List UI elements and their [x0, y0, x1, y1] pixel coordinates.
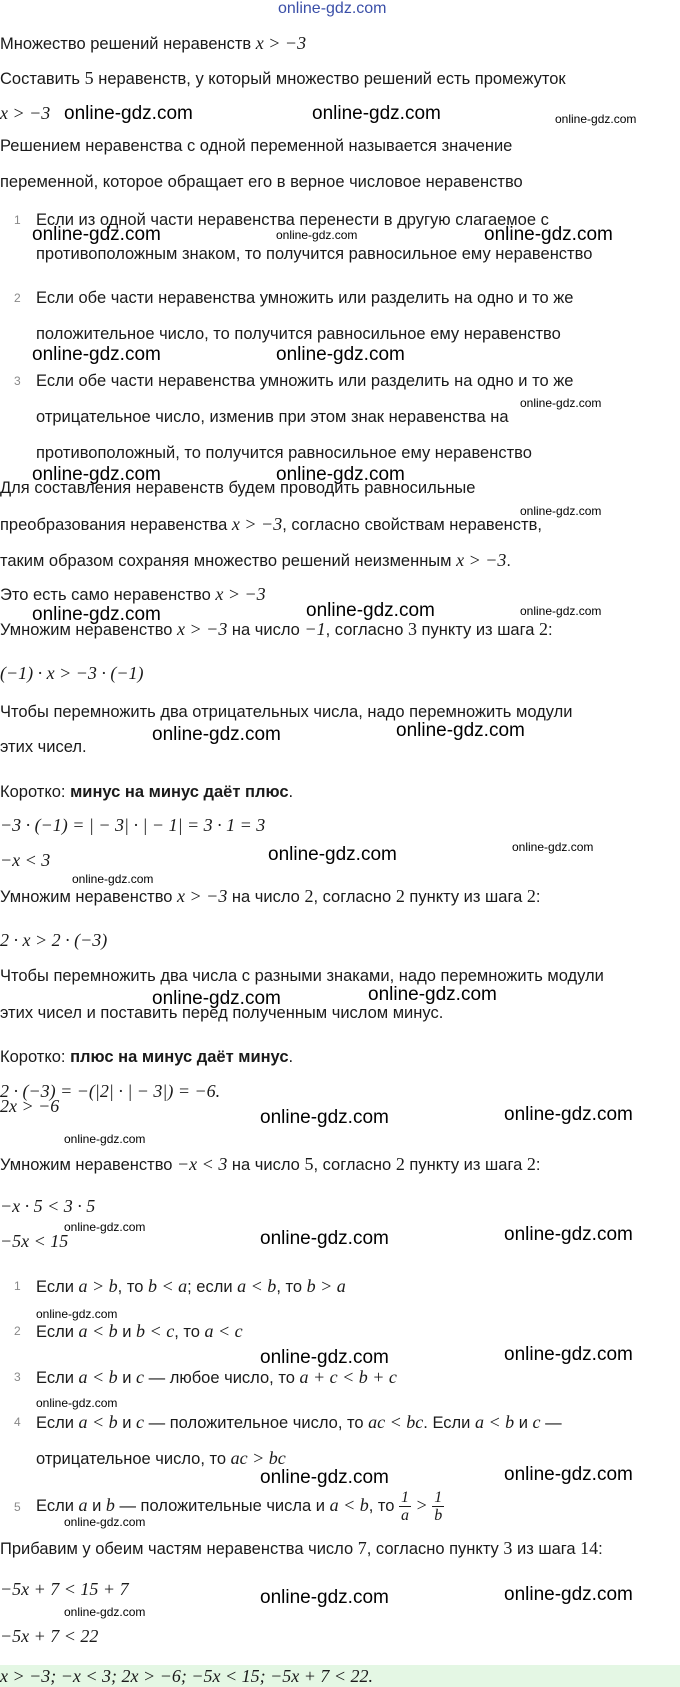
math: 2: [539, 619, 549, 639]
property-text: отрицательное число, изменив при этом знак неравенства на: [36, 408, 509, 426]
text: —: [540, 1414, 562, 1432]
text: Коротко:: [0, 783, 71, 801]
definition-line-2: переменной, которое обращает его в верное числовое неравенство: [0, 173, 523, 191]
text: , то: [368, 1497, 400, 1515]
watermark: online-gdz.com: [268, 844, 397, 865]
text: Коротко:: [0, 1048, 71, 1066]
math: x > −3: [255, 33, 307, 53]
rule-number: 5: [14, 1500, 21, 1514]
watermark: online-gdz.com: [32, 344, 161, 365]
math: 7: [357, 1538, 367, 1558]
inequality-rule: [36, 1412, 562, 1433]
answer-box: [0, 1665, 680, 1687]
text: отрицательное число, то: [36, 1450, 231, 1468]
numerator: 1: [401, 1489, 410, 1507]
math: b < c: [136, 1321, 175, 1341]
watermark: online-gdz.com: [36, 1396, 118, 1410]
short-rule: [0, 782, 293, 802]
body-line: [0, 584, 266, 605]
watermark: online-gdz.com: [64, 103, 193, 124]
watermark: online-gdz.com: [504, 1464, 633, 1485]
text: и: [117, 1323, 137, 1341]
rule-text: Чтобы перемножить два числа с разными знаками, надо перемножить модули: [0, 967, 604, 985]
text: , то: [276, 1278, 307, 1296]
equation: −3 · (−1) = | − 3| · | − 1| = 3 · 1 = 3: [0, 815, 266, 835]
math: ac < bc: [368, 1412, 424, 1432]
text: и: [514, 1414, 533, 1432]
watermark: online-gdz.com: [484, 224, 613, 245]
numerator: 1: [434, 1489, 443, 1507]
watermark: online-gdz.com: [32, 604, 161, 625]
inequality-rule-cont: [36, 1448, 286, 1469]
property-number: 2: [14, 291, 21, 305]
rule-number: 1: [14, 1279, 21, 1293]
equation: −5x + 7 < 15 + 7: [0, 1579, 129, 1599]
task-line-2: [0, 68, 566, 89]
property-text: Если обе части неравенства умножить или разделить на одно и то же: [36, 372, 574, 390]
watermark: online-gdz.com: [555, 112, 637, 126]
property-text: Если из одной части неравенства перенести в другую слагаемое с: [36, 211, 549, 229]
watermark: online-gdz.com: [260, 1107, 389, 1128]
math: x > −3: [177, 886, 228, 906]
text: .: [288, 1048, 294, 1066]
site-header[interactable]: online-gdz.com: [278, 0, 387, 17]
watermark: online-gdz.com: [512, 840, 594, 854]
math: b: [105, 1495, 115, 1515]
text: и: [87, 1497, 106, 1515]
math: x > −3: [456, 550, 507, 570]
text: Если: [36, 1323, 79, 1341]
watermark: online-gdz.com: [276, 344, 405, 365]
property-text: Если обе части неравенства умножить или разделить на одно и то же: [36, 289, 574, 307]
math: 2: [304, 886, 314, 906]
fraction: [432, 1489, 444, 1524]
math: a: [78, 1495, 88, 1515]
step-line: [0, 886, 540, 907]
watermark: online-gdz.com: [504, 1224, 633, 1245]
watermark: online-gdz.com: [260, 1587, 389, 1608]
text: Умножим неравенство: [0, 888, 178, 906]
watermark: online-gdz.com: [312, 103, 441, 124]
math: x > −3: [0, 103, 51, 123]
text: — положительные числа и: [114, 1497, 330, 1515]
text: из шага: [512, 1540, 581, 1558]
rule-number: 2: [14, 1324, 21, 1338]
math: a + c < b + c: [299, 1367, 397, 1387]
text: Умножим неравенство: [0, 1156, 178, 1174]
step-line: [0, 1154, 540, 1175]
math: a > b: [78, 1276, 118, 1296]
equation: 2 · (−3) = −(|2| · | − 3|) = −6.: [0, 1081, 221, 1101]
watermark: online-gdz.com: [276, 464, 405, 485]
watermark: online-gdz.com: [152, 988, 281, 1009]
text: на число: [227, 1156, 305, 1174]
math: x > −3: [177, 619, 228, 639]
watermark: online-gdz.com: [520, 504, 602, 518]
watermark: online-gdz.com: [64, 1220, 146, 1234]
text: :: [598, 1540, 603, 1558]
text: — любое число, то: [144, 1369, 300, 1387]
math: >: [411, 1495, 433, 1515]
math: 2: [526, 1154, 536, 1174]
answer-text: x > −3; −x < 3; 2x > −6; −5x < 15; −5x + 7 < 22.: [0, 1666, 374, 1686]
rule-text: Чтобы перемножить два отрицательных числа, надо перемножить модули: [0, 703, 573, 721]
text: :: [548, 621, 553, 639]
equation: −5x < 15: [0, 1231, 69, 1251]
rule-number: 4: [14, 1415, 21, 1429]
watermark: online-gdz.com: [36, 1307, 118, 1321]
text: .: [506, 552, 511, 570]
math: x > −3: [231, 514, 283, 534]
text: , то: [174, 1323, 205, 1341]
property-number: 1: [14, 213, 21, 227]
watermark: online-gdz.com: [64, 1132, 146, 1146]
task-line-3: [0, 103, 50, 124]
watermark: online-gdz.com: [152, 724, 281, 745]
watermark: online-gdz.com: [520, 396, 602, 410]
text: на число: [227, 621, 305, 639]
short-rule: [0, 1047, 293, 1067]
equation: 2x > −6: [0, 1096, 60, 1116]
math: a < b: [78, 1367, 118, 1387]
math: b < a: [147, 1276, 188, 1296]
watermark: online-gdz.com: [260, 1467, 389, 1488]
math: 14: [580, 1538, 599, 1558]
math: −1: [304, 619, 326, 639]
text: преобразования неравенства: [0, 516, 232, 534]
watermark: online-gdz.com: [520, 604, 602, 618]
text: , согласно: [313, 1156, 396, 1174]
watermark: online-gdz.com: [504, 1104, 633, 1125]
property-number: 3: [14, 374, 21, 388]
watermark: online-gdz.com: [276, 228, 358, 242]
equation: −x · 5 < 3 · 5: [0, 1196, 96, 1216]
math: c: [532, 1412, 541, 1432]
text: Умножим неравенство: [0, 621, 178, 639]
math: c: [136, 1412, 145, 1432]
bold-text: плюс на минус даёт минус: [70, 1048, 289, 1066]
math: ac > bc: [230, 1448, 286, 1468]
math: −x < 3: [177, 1154, 228, 1174]
body-line: Для составления неравенств будем проводить равносильные: [0, 479, 476, 497]
text: пункту из шага: [416, 621, 540, 639]
watermark: online-gdz.com: [32, 464, 161, 485]
definition-line-1: Решением неравенства с одной переменной называется значение: [0, 137, 513, 155]
text: Если: [36, 1497, 79, 1515]
watermark: online-gdz.com: [260, 1347, 389, 1368]
text: :: [535, 1156, 541, 1174]
text: и: [117, 1414, 137, 1432]
text: таким образом сохраняя множество решений неизменным: [0, 552, 457, 570]
text: .: [288, 783, 294, 801]
text: Это есть само неравенство: [0, 586, 216, 604]
watermark: online-gdz.com: [64, 1515, 146, 1529]
math: a < c: [204, 1321, 243, 1341]
text: пункту из шага: [404, 1156, 527, 1174]
text: , согласно: [325, 621, 408, 639]
text: Составить: [0, 70, 85, 88]
math: a < b: [329, 1495, 369, 1515]
rule-text: этих чисел и поставить перед полученным числом минус.: [0, 1004, 444, 1022]
text: Прибавим у обеим частям неравенства число: [0, 1540, 358, 1558]
text: Если: [36, 1369, 79, 1387]
step-line: [0, 1538, 603, 1559]
denominator: a: [401, 1507, 410, 1525]
math: 2: [395, 886, 405, 906]
equation: 2 · x > 2 · (−3): [0, 930, 108, 950]
watermark: online-gdz.com: [368, 984, 497, 1005]
watermark: online-gdz.com: [32, 224, 161, 245]
text: и: [117, 1369, 137, 1387]
inequality-rule: [36, 1321, 243, 1342]
property-text: противоположным знаком, то получится равносильное ему неравенство: [36, 245, 593, 263]
text: Если: [36, 1278, 79, 1296]
text: , согласно: [313, 888, 396, 906]
math: c: [136, 1367, 145, 1387]
text: , то: [117, 1278, 148, 1296]
text: ; если: [187, 1278, 238, 1296]
property-text: противоположный, то получится равносильное ему неравенство: [36, 444, 532, 462]
text: . Если: [423, 1414, 475, 1432]
bold-text: минус на минус даёт плюс: [70, 783, 289, 801]
math: 3: [503, 1538, 513, 1558]
math: 5: [304, 1154, 314, 1174]
math: a < b: [237, 1276, 277, 1296]
text: пункту из шага: [404, 888, 527, 906]
fraction: [399, 1489, 411, 1524]
math: 5: [84, 68, 94, 88]
inequality-rule: [36, 1276, 346, 1297]
rule-number: 3: [14, 1370, 21, 1384]
text: на число: [227, 888, 305, 906]
watermark: online-gdz.com: [72, 872, 154, 886]
inequality-rule: [36, 1367, 397, 1388]
equation: −x < 3: [0, 850, 51, 870]
watermark: online-gdz.com: [396, 720, 525, 741]
math: a < b: [78, 1412, 118, 1432]
watermark: online-gdz.com: [504, 1344, 633, 1365]
text: Множество решений неравенств: [0, 35, 256, 53]
text: неравенств, у который множество решений есть промежуток: [93, 70, 566, 88]
watermark: online-gdz.com: [504, 1584, 633, 1605]
property-text: положительное число, то получится равносильное ему неравенство: [36, 325, 561, 343]
math: 2: [395, 1154, 405, 1174]
math: 2: [526, 886, 536, 906]
body-line: [0, 514, 542, 535]
task-line-1: [0, 33, 306, 54]
body-line: [0, 550, 511, 571]
rule-text: этих чисел.: [0, 738, 87, 756]
watermark: online-gdz.com: [64, 1605, 146, 1619]
math: x > −3: [215, 584, 266, 604]
text: , согласно пункту: [366, 1540, 504, 1558]
equation: (−1) · x > −3 · (−1): [0, 663, 144, 683]
text: :: [535, 888, 541, 906]
math: a < b: [78, 1321, 118, 1341]
math: a < b: [474, 1412, 515, 1432]
watermark: online-gdz.com: [306, 600, 435, 621]
equation: −5x + 7 < 22: [0, 1626, 99, 1646]
text: , согласно свойствам неравенств,: [282, 516, 542, 534]
math: 3: [407, 619, 417, 639]
denominator: b: [434, 1507, 443, 1525]
math: b > a: [306, 1276, 346, 1296]
text: Если: [36, 1414, 79, 1432]
watermark: online-gdz.com: [260, 1228, 389, 1249]
text: — положительное число, то: [144, 1414, 369, 1432]
